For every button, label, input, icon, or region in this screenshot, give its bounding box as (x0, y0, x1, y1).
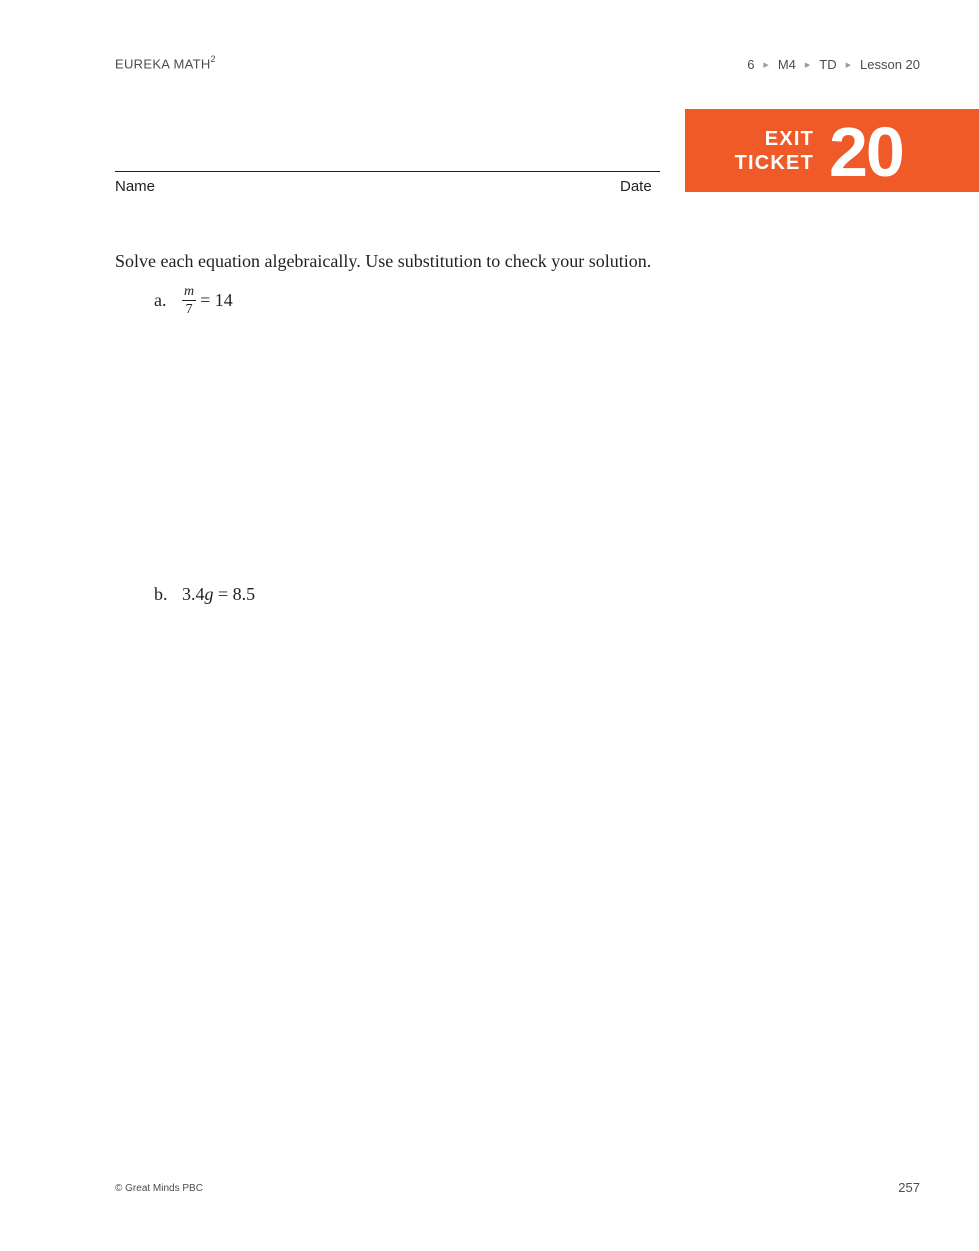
breadcrumb-lesson: Lesson 20 (860, 57, 920, 72)
breadcrumb-module: M4 (777, 57, 796, 72)
equation-coefficient: 3.4 (182, 584, 205, 604)
breadcrumb-topic: TD (819, 57, 837, 72)
breadcrumb-separator-icon: ▶ (804, 61, 811, 69)
brand-logo-text (115, 55, 216, 71)
exit-ticket-line2: TICKET (734, 152, 814, 174)
exit-ticket-number: 20 (829, 113, 903, 191)
equation-rest: = 14 (200, 290, 233, 310)
problem-b (154, 584, 255, 605)
fraction-denominator: 7 (185, 302, 193, 317)
breadcrumb (747, 57, 920, 72)
page-number: 257 (898, 1180, 920, 1195)
breadcrumb-separator-icon: ▶ (845, 61, 851, 69)
exit-ticket-line1: EXIT (764, 128, 814, 150)
fraction-numerator: m (184, 284, 195, 299)
breadcrumb-separator-icon: ▶ (763, 61, 769, 69)
date-label: Date (620, 178, 652, 195)
equation-rest: = 8.5 (213, 584, 256, 604)
problem-label: a. (154, 290, 167, 310)
brand-name: EUREKA MATH (115, 56, 211, 72)
equation-variable: g (204, 584, 214, 604)
exit-ticket-banner (685, 109, 979, 192)
problem-label: b. (154, 584, 168, 604)
name-label: Name (115, 178, 156, 195)
brand-superscript: 2 (210, 54, 216, 64)
name-date-write-line (115, 171, 660, 172)
breadcrumb-grade: 6 (747, 57, 755, 72)
instructions-text: Solve each equation algebraically. Use substitution to check your solution. (115, 251, 652, 271)
problem-a (154, 284, 233, 317)
exit-ticket-words (735, 127, 814, 175)
copyright-text: © Great Minds PBC (115, 1183, 203, 1194)
fraction (182, 284, 196, 317)
